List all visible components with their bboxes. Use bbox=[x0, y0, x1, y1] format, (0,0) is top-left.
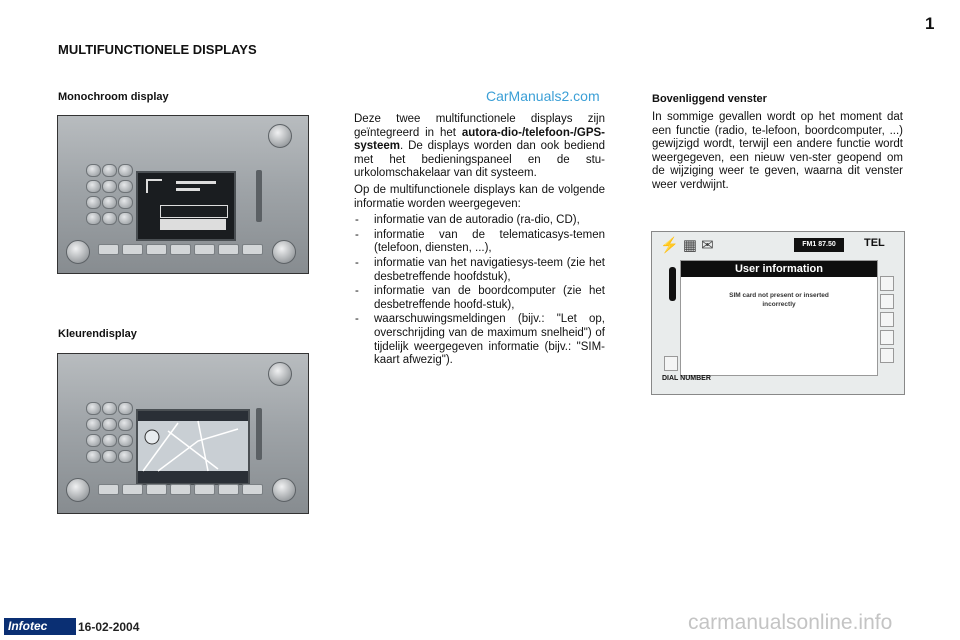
popup-title: User information bbox=[681, 261, 877, 277]
infotec-logo: Infotec bbox=[4, 618, 76, 635]
page-number: 1 bbox=[925, 14, 935, 33]
popup-message: SIM card not present or inserted incorrectly bbox=[729, 292, 829, 308]
keypad bbox=[86, 164, 131, 225]
side-button bbox=[664, 356, 678, 371]
color-display-photo bbox=[57, 353, 309, 514]
user-information-screenshot bbox=[651, 231, 905, 395]
side-button bbox=[880, 330, 894, 345]
heading-upper-window: Bovenliggend venster bbox=[652, 93, 767, 105]
tel-label: TEL bbox=[864, 237, 885, 249]
list-item: - informatie van de boordcomputer (zie het desbetreffende hoofd-stuk), bbox=[354, 285, 605, 312]
side-button bbox=[880, 348, 894, 363]
fm-indicator: FM1 87.50 bbox=[794, 238, 844, 252]
dial-number-label: DIAL NUMBER bbox=[662, 375, 711, 382]
list-item: - informatie van het navigatiesys-teem (zie het desbetreffende hoofdstuk), bbox=[354, 257, 605, 284]
color-screen bbox=[136, 409, 250, 485]
right-paragraph: In sommige gevallen wordt op het moment dat een functie (radio, te-lefoon, boordcomputer, ...) gewijzigd wordt, terwijl een andere functie wordt weergegeven, een nieuw ven-ster geopend om de wijziging weer te geven, waarna dit venster weer verdwijnt. bbox=[652, 111, 903, 191]
watermark-top: CarManuals2.com bbox=[486, 88, 600, 104]
side-button bbox=[880, 276, 894, 291]
info-list bbox=[354, 214, 605, 368]
list-item: - informatie van de autoradio (ra-dio, CD), bbox=[354, 214, 605, 228]
selection-bar bbox=[669, 267, 676, 301]
watermark-bottom: carmanualsonline.info bbox=[688, 611, 893, 634]
middle-column bbox=[354, 113, 605, 369]
keypad bbox=[86, 402, 131, 463]
footer-date: 16-02-2004 bbox=[78, 620, 140, 634]
signal-icon: ⚡ ▦ ✉ bbox=[660, 237, 714, 254]
mono-screen bbox=[136, 171, 236, 241]
page-title: MULTIFUNCTIONELE DISPLAYS bbox=[58, 42, 257, 57]
heading-mono: Monochroom display bbox=[58, 91, 169, 103]
lead-paragraph: Op de multifunctionele displays kan de volgende informatie worden weergegeven: bbox=[354, 183, 605, 210]
list-item: - waarschuwingsmeldingen (bijv.: "Let op, overschrijding van de maximum snelheid") of tijdelijk weergegeven informatie (bijv.: "SIM-kaart afwezig"). bbox=[354, 313, 605, 367]
mono-display-photo bbox=[57, 115, 309, 274]
popup-window bbox=[680, 260, 878, 376]
list-item: - informatie van de telematicasys-temen (telefoon, diensten, ...), bbox=[354, 229, 605, 256]
side-button bbox=[880, 294, 894, 309]
side-button bbox=[880, 312, 894, 327]
intro-paragraph: Deze twee multifunctionele displays zijn geïntegreerd in het autora-dio-/telefoon-/GPS-systeem. De displays worden dan ook bediend met het bedieningspaneel en de stu-urkolomschakelaar van dit systeem. bbox=[354, 113, 605, 180]
heading-color: Kleurendisplay bbox=[58, 328, 137, 340]
